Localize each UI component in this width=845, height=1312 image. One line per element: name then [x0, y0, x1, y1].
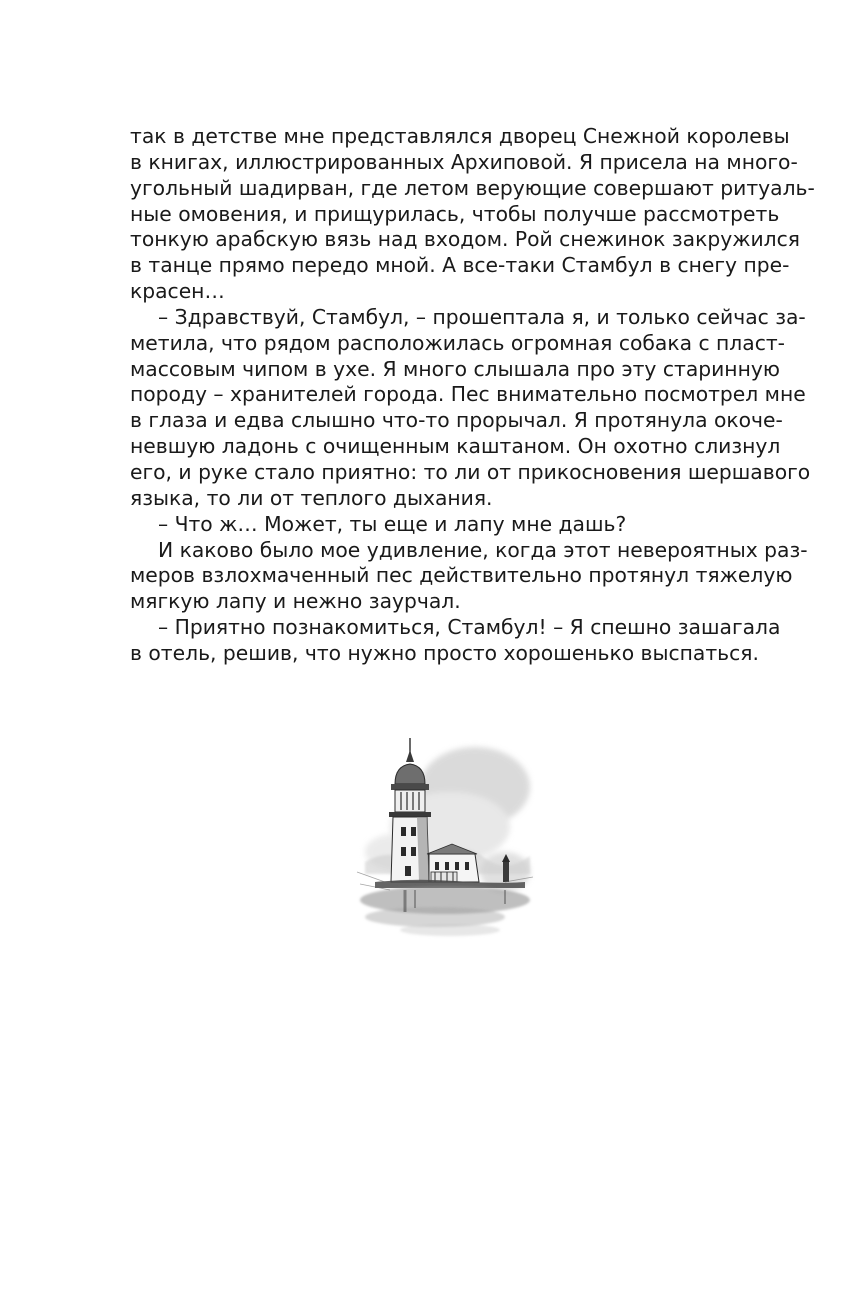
text-line: ные омовения, и прищурилась, чтобы получше рассмотреть — [130, 201, 780, 226]
text-line: угольный шадирван, где летом верующие совершают ритуаль- — [130, 175, 815, 200]
body-text — [130, 124, 815, 667]
text-line: в глаза и едва слышно что-то прорычал. Я протянула окоче- — [130, 408, 783, 433]
text-line: в танце прямо передо мной. А все-таки Стамбул в снегу пре- — [130, 253, 790, 278]
text-line: в книгах, иллюстрированных Архиповой. Я присела на много- — [130, 149, 798, 174]
text-line: красен… — [130, 279, 225, 304]
text-line: – Что ж… Может, ты еще и лапу мне дашь? — [158, 511, 627, 536]
text-line: в отель, решив, что нужно просто хорошенько выспаться. — [130, 640, 759, 665]
text-line: – Приятно познакомиться, Стамбул! – Я спешно зашагала — [158, 615, 781, 640]
text-line: меров взлохмаченный пес действительно протянул тяжелую — [130, 563, 793, 588]
text-line: И каково было мое удивление, когда этот невероятных раз- — [158, 537, 808, 562]
text-line: тонкую арабскую вязь над входом. Рой снежинок закружился — [130, 227, 800, 252]
text-line: породу – хранителей города. Пес внимательно посмотрел мне — [130, 382, 806, 407]
text-line: так в детстве мне представлялся дворец Снежной королевы — [130, 124, 790, 148]
text-line: мягкую лапу и нежно заурчал. — [130, 589, 461, 614]
text-line: невшую ладонь с очищенным каштаном. Он охотно слизнул — [130, 434, 781, 459]
text-line: – Здравствуй, Стамбул, – прошептала я, и только сейчас за- — [158, 304, 806, 329]
maiden-tower-sketch-icon — [355, 732, 535, 942]
text-line: метила, что рядом расположилась огромная собака с пласт- — [130, 330, 785, 355]
text-line: его, и руке стало приятно: то ли от прикосновения шершавого — [130, 459, 811, 484]
text-line: языка, то ли от теплого дыхания. — [130, 485, 493, 510]
text-line: массовым чипом в ухе. Я много слышала про эту старинную — [130, 356, 780, 381]
maiden-tower-illustration — [355, 732, 535, 942]
